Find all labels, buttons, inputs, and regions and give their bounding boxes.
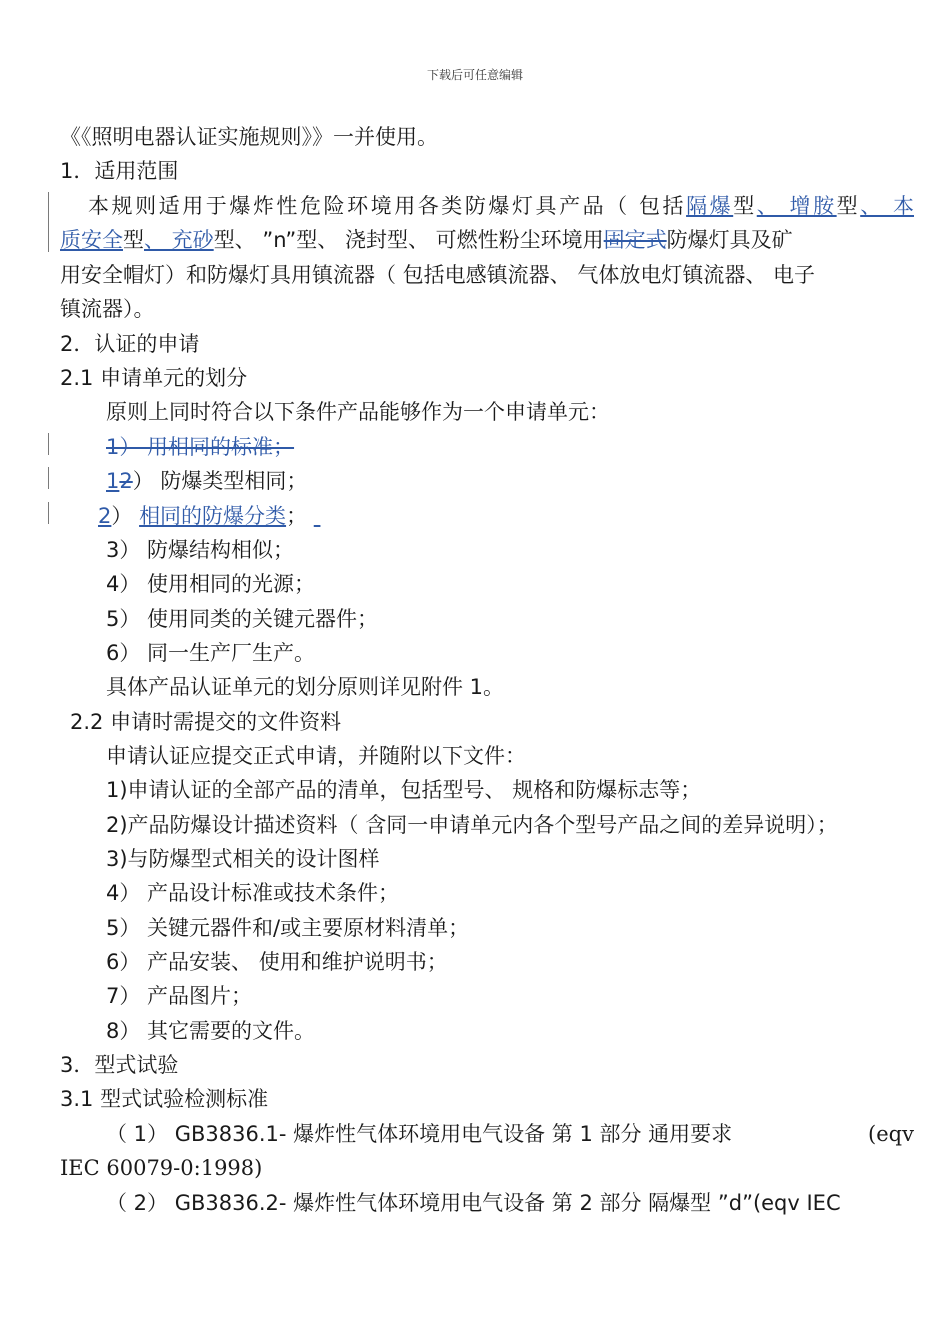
- scope-paragraph-line-3: 用安全帽灯）和防爆灯具用镇流器（ 包括电感镇流器、 气体放电灯镇流器、 电子: [60, 263, 816, 287]
- criterion-item-4: 4） 使用相同的光源；: [106, 572, 316, 596]
- revision-insert: 、 本: [860, 194, 914, 218]
- intro-line: 《《照明电器认证实施规则》》一并使用。: [60, 125, 438, 149]
- revision-insert: 相同的防爆分类: [139, 504, 287, 528]
- section-2-title: 2．认证的申请: [60, 332, 200, 356]
- section-1-title: 1．适用范围: [60, 159, 179, 183]
- section-2-2-title: 2.2 申请时需提交的文件资料: [70, 710, 342, 734]
- document-item-8: 8） 其它需要的文件。: [106, 1019, 316, 1043]
- page-header: 下载后可任意编辑: [426, 68, 523, 82]
- revision-delete: 固定式: [603, 228, 667, 252]
- unit-criteria-intro: 原则上同时符合以下条件产品能够作为一个申请单元：: [106, 400, 610, 424]
- section-2-1-title: 2.1 申请单元的划分: [60, 366, 248, 390]
- standard-1-eqv: (eqv: [868, 1122, 914, 1146]
- deleted-criterion: 1） 用相同的标准；: [106, 435, 295, 459]
- document-item-2: 2)产品防爆设计描述资料（ 含同一申请单元内各个型号产品之间的差异说明）；: [106, 813, 838, 837]
- revision-insert: 质安全: [60, 228, 123, 252]
- revision-bar: [48, 192, 49, 252]
- revision-bar: [48, 433, 49, 455]
- documents-intro: 申请认证应提交正式申请，并随附以下文件：: [106, 744, 526, 768]
- scope-paragraph-line-4: 镇流器）。: [60, 297, 155, 321]
- document-item-7: 7） 产品图片；: [106, 984, 253, 1008]
- scope-paragraph-line-1: 本规则适用于爆炸性危险环境用各类防爆灯具产品（ 包括隔爆型、 增胺型、 本: [88, 194, 914, 218]
- revision-insert: 、 充砂: [144, 228, 214, 252]
- unit-division-note: 具体产品认证单元的划分原则详见附件 1。: [106, 675, 505, 699]
- section-3-1-title: 3.1 型式试验检测标准: [60, 1087, 269, 1111]
- criterion-item-3: 3） 防爆结构相似；: [106, 538, 295, 562]
- revision-bar: [48, 467, 49, 489]
- revision-insert: 1: [106, 469, 120, 493]
- criterion-item-2: 2） 相同的防爆分类；: [98, 504, 308, 528]
- revision-delete: 2: [119, 469, 133, 493]
- revision-bar: [48, 502, 49, 524]
- standard-1-iec: IEC 60079-0:1998): [60, 1156, 263, 1180]
- standard-1: （ 1） GB3836.1- 爆炸性气体环境用电气设备 第 1 部分 通用要求: [106, 1122, 733, 1146]
- document-item-1: 1)申请认证的全部产品的清单，包括型号、 规格和防爆标志等；: [106, 778, 702, 802]
- scope-paragraph-line-2: 质安全型、 充砂型、 ”n”型、 浇封型、 可燃性粉尘环境用固定式防爆灯具及矿: [60, 228, 793, 252]
- revision-insert: 、 增胺: [756, 194, 837, 218]
- document-item-5: 5） 关键元器件和/或主要原材料清单；: [106, 916, 470, 940]
- standard-2: （ 2） GB3836.2- 爆炸性气体环境用电气设备 第 2 部分 隔爆型 ”d”(eqv IEC: [106, 1191, 841, 1215]
- revision-insert: 隔爆: [686, 194, 734, 218]
- criterion-item-5: 5） 使用同类的关键元器件；: [106, 607, 379, 631]
- revision-insert: 2: [98, 504, 112, 528]
- criterion-item-1: 12） 防爆类型相同；: [106, 469, 308, 493]
- document-item-6: 6） 产品安装、 使用和维护说明书；: [106, 950, 448, 974]
- document-item-3: 3)与防爆型式相关的设计图样: [106, 847, 380, 871]
- criterion-item-6: 6） 同一生产厂生产。: [106, 641, 316, 665]
- section-3-title: 3．型式试验: [60, 1053, 179, 1077]
- document-item-4: 4） 产品设计标准或技术条件；: [106, 881, 400, 905]
